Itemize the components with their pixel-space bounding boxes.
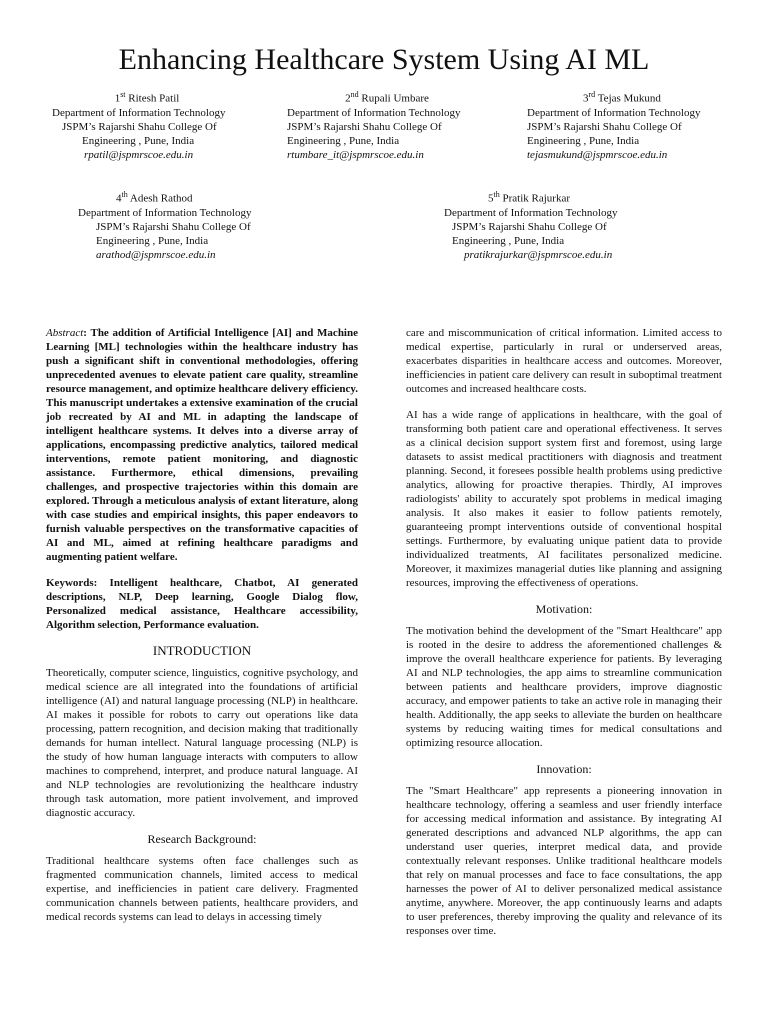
author-name-line [52, 88, 242, 106]
author-name: Tejas Mukund [597, 92, 661, 105]
motivation-paragraph: The motivation behind the development of the "Smart Healthcare" app is rooted in the desire to address the aforementioned challenges & improve the overall healthcare experience for patients. By leveraging AI and NLP technologies, the app aims to streamline communication between patients and healthcare providers, improve diagnostic accuracy, and empower patients to take an active role in managing their health. Additionally, the app seeks to alleviate the burden on healthcare systems by reducing waiting times for medical consultations and optimizing resource allocation. [406, 625, 722, 749]
author-name-line [78, 188, 278, 206]
innovation-heading: Innovation: [536, 762, 592, 776]
motivation-heading: Motivation: [535, 602, 593, 616]
author-email: rtumbare_it@jspmrscoe.edu.in [287, 148, 424, 161]
author-email: rpatil@jspmrscoe.edu.in [84, 148, 194, 161]
author-block-4 [78, 188, 278, 262]
abstract-text: : The addition of Artificial Intelligence [AI] and Machine Learning [ML] technologies within the healthcare industry has push a significant shift in conventional methodologies, offering unprecedented avenues to elevate patient care quality, streamline resource management, and optimize healthcare delivery efficiency. This manuscript undertakes a extensive examination of the crucial job recreated by AI and ML in adapting the landscape of intelligent healthcare systems. It delves into a diverse array of applications, encompassing predictive analytics, tailored medical interventions, remote patient monitoring, and diagnostic assistance. Furthermore, ethical dimensions, prevailing challenges, and prospective trajectories within this domain are explored. Through a meticulous analysis of extant literature, along with case studies and empirical insights, this paper endeavors to furnish valuable perspectives on the transformative capacities of AI and ML, aimed at refining healthcare paradigms and augmenting patient welfare. [46, 327, 358, 563]
author-name-line [287, 88, 487, 106]
author-number: 3 [583, 92, 589, 105]
left-column [46, 326, 358, 936]
author-ordinal: st [120, 90, 126, 99]
author-place: Engineering , Pune, India [287, 134, 400, 147]
author-ordinal: nd [350, 90, 359, 99]
author-dept: Department of Information Technology [444, 206, 618, 219]
author-block-2 [287, 88, 487, 162]
author-name-line [444, 188, 654, 206]
author-name: Pratik Rajurkar [502, 192, 570, 205]
author-ordinal: th [121, 190, 128, 199]
author-place: Engineering , Pune, India [82, 134, 195, 147]
introduction-paragraph: Theoretically, computer science, linguistics, cognitive psychology, and medical science are all integrated into the foundations of artificial intelligence (AI) and natural language processing (NLP) in healthcare. AI makes it possible for robots to carry out operations like data processing, pattern recognition, and decision making that traditionally demands for human intellect. Natural language processing (NLP) is the study of how human language interacts with computers to allow machines to comprehend, interpret, and produce natural language. AI and NLP technologies are revolutionizing the healthcare industry through task automation, more patient involvement, and improved diagnostic accuracy. [46, 667, 358, 819]
author-email: tejasmukund@jspmrscoe.edu.in [527, 148, 668, 161]
author-email: arathod@jspmrscoe.edu.in [96, 248, 216, 261]
author-place: Engineering , Pune, India [96, 234, 209, 247]
author-number: 4 [116, 192, 122, 205]
author-name-line [527, 88, 727, 106]
introduction-heading: INTRODUCTION [152, 643, 252, 658]
author-college: JSPM’s Rajarshi Shahu College Of [62, 120, 217, 133]
author-email: pratikrajurkar@jspmrscoe.edu.in [464, 248, 613, 261]
author-name: Rupali Umbare [361, 92, 429, 105]
author-name: Adesh Rathod [129, 192, 193, 205]
author-dept: Department of Information Technology [527, 106, 701, 119]
author-name: Ritesh Patil [128, 92, 180, 105]
abstract-paragraph [46, 326, 358, 564]
research-background-paragraph: Traditional healthcare systems often face challenges such as fragmented communication channels, limited access to medical expertise, and inefficiencies in patient care delivery. Fragmented communication channels between patients, healthcare providers, and medical records systems can lead to delays in accessing timely [46, 855, 358, 923]
author-place: Engineering , Pune, India [527, 134, 640, 147]
author-college: JSPM’s Rajarshi Shahu College Of [287, 120, 442, 133]
author-number: 5 [488, 192, 494, 205]
author-block-3 [527, 88, 727, 162]
innovation-paragraph: The "Smart Healthcare" app represents a pioneering innovation in healthcare technology, offering a seamless and user friendly interface for accessing medical information and assistance. By integrating AI generated descriptions and advanced NLP algorithms, the app can understand user queries, interpret medical data, and provide contextually relevant responses. Unlike traditional healthcare models that rely on manual processes and face to face consultations, the app harnesses the power of AI to deliver personalized medical assistance anytime, anywhere. Moreover, the app continuously learns and adapts to user preferences, thereby improving the quality and relevance of its responses over time. [406, 785, 722, 937]
abstract-label: Abstract [46, 327, 84, 339]
author-place: Engineering , Pune, India [452, 234, 565, 247]
author-ordinal: th [493, 190, 500, 199]
author-block-5 [444, 188, 654, 262]
author-college: JSPM’s Rajarshi Shahu College Of [527, 120, 682, 133]
author-dept: Department of Information Technology [78, 206, 252, 219]
author-number: 2 [345, 92, 351, 105]
author-number: 1 [114, 92, 121, 105]
author-college: JSPM’s Rajarshi Shahu College Of [452, 220, 607, 233]
author-dept: Department of Information Technology [52, 106, 226, 119]
author-block-1 [52, 88, 242, 162]
author-dept: Department of Information Technology [287, 106, 461, 119]
right-column [406, 326, 722, 950]
ai-applications-paragraph: AI has a wide range of applications in healthcare, with the goal of transforming both patient care and operational effectiveness. It serves as a clinical decision support system first and foremost, using large datasets to assist medical practitioners with diagnosis and treatment planning. Second, it foresees possible health problems using predictive analytics, allowing for proactive therapies. Thirdly, AI improves radiologists' ability to accurately spot problems in medical imaging analysis. It also makes it easier to follow patients remotely, guaranteeing prompt interventions outside of conventional hospital settings. Furthermore, by evaluating unique patient data to provide individualized treatments, AI facilitates personalized medicine. Moreover, it maximizes managerial duties like planning and assigning resources, improving the effectiveness of operations. [406, 409, 722, 589]
author-college: JSPM’s Rajarshi Shahu College Of [96, 220, 251, 233]
research-continued-paragraph: care and miscommunication of critical information. Limited access to medical expertise, particularly in rural or underserved areas, exacerbates disparities in healthcare access and outcomes. Moreover, inefficiencies in patient care delivery can result in suboptimal treatment outcomes and increased healthcare costs. [406, 327, 722, 395]
keywords-paragraph: Keywords: Intelligent healthcare, Chatbot, AI generated descriptions, NLP, Deep learning, Google Dialog flow, Personalized medical assistance, Healthcare accessibility, Algorithm selection, Performance evaluation. [46, 577, 358, 631]
research-background-heading: Research Background: [147, 832, 257, 846]
paper-title: Enhancing Healthcare System Using AI ML [118, 43, 650, 76]
author-ordinal: rd [588, 90, 596, 99]
